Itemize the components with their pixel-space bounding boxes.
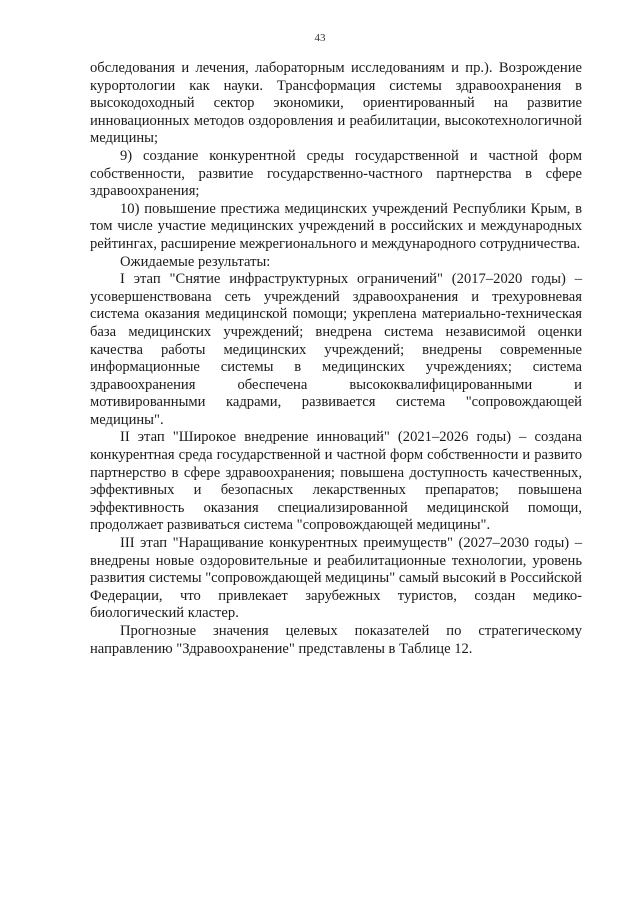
paragraph-continuation: обследования и лечения, лабораторным исследованиям и пр.). Возрождение курортологии как науки. Трансформация системы здравоохранения в высокодоходный сектор экономики, ориентированный на развитие инновационных методов оздоровления и реабилитации, высокотехнологичной медицины; [90,60,582,147]
paragraph-item-9: 9) создание конкурентной среды государственной и частной форм собственности, развитие государственно-частного партнерства в сфере здравоохранения; [90,147,582,200]
paragraph-stage-3: III этап "Наращивание конкурентных преимуществ" (2027–2030 годы) – внедрены новые оздоровительные и реабилитационные технологии, уровень развития системы "сопровождающей медицины" самый высокий в Российской Федерации, что привлекает зарубежных туристов, создан медико-биологический кластер. [90,535,582,622]
paragraph-forecast: Прогнозные значения целевых показателей по стратегическому направлению "Здравоохранение" представлены в Таблице 12. [90,623,582,657]
expected-results-heading: Ожидаемые результаты: [120,253,271,270]
paragraph-item-10: 10) повышение престижа медицинских учреждений Республики Крым, в том числе участие медицинских учреждений в российских и международных рейтингах, расширение межрегионального и международного сотрудничества. [90,200,582,252]
page-number: 43 [314,32,326,44]
document-body [90,60,582,658]
paragraph-stage-2: II этап "Широкое внедрение инноваций" (2021–2026 годы) – создана конкурентная среда государственной и частной форм собственности и развито партнерство в сфере здравоохранения; повышена доступность качественных, эффективных и безопасных лекарственных препаратов; повышена эффективность оказания специализированной медицинской помощи, продолжает развиваться система "сопровождающей медицины". [90,429,582,534]
paragraph-stage-1: I этап "Снятие инфраструктурных ограничений" (2017–2020 годы) – усовершенствована сеть учреждений здравоохранения и трехуровневая система оказания медицинской помощи; укреплена материально-техническая база медицинских учреждений; внедрена система независимой оценки качества работы медицинских учреждений; внедрены современные информационные системы в медицинских учреждениях; система здравоохранения обеспечена высококвалифицированными и мотивированными кадрами, развивается система "сопровождающей медицины". [90,271,582,428]
